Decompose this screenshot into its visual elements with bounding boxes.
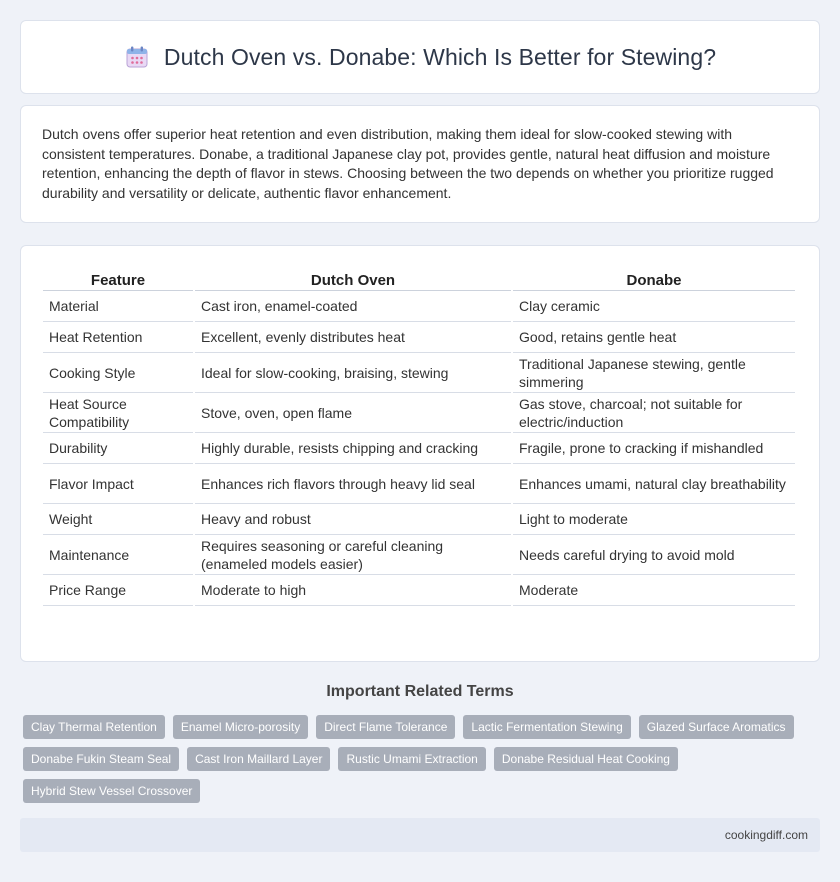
footer	[20, 818, 820, 852]
donabe-cell: Needs careful drying to avoid mold	[513, 535, 795, 575]
dutch-oven-cell: Requires seasoning or careful cleaning (enameled models easier)	[195, 535, 511, 575]
feature-cell: Maintenance	[43, 535, 193, 575]
header-feature: Feature	[43, 266, 193, 291]
table-row	[43, 433, 795, 464]
donabe-cell: Gas stove, charcoal; not suitable for electric/induction	[513, 393, 795, 433]
table-row	[43, 504, 795, 535]
dutch-oven-cell: Moderate to high	[195, 575, 511, 606]
donabe-cell: Moderate	[513, 575, 795, 606]
intro-card	[20, 105, 820, 223]
dutch-oven-cell: Stove, oven, open flame	[195, 393, 511, 433]
donabe-cell: Clay ceramic	[513, 291, 795, 322]
dutch-oven-cell: Highly durable, resists chipping and cracking	[195, 433, 511, 464]
table-row	[43, 464, 795, 504]
term-tag[interactable]: Hybrid Stew Vessel Crossover	[23, 779, 200, 803]
header-dutch-oven: Dutch Oven	[195, 266, 511, 291]
header-donabe: Donabe	[513, 266, 795, 291]
feature-cell: Flavor Impact	[43, 464, 193, 504]
term-tag[interactable]: Enamel Micro-porosity	[173, 715, 308, 739]
term-tag[interactable]: Clay Thermal Retention	[23, 715, 165, 739]
donabe-cell: Good, retains gentle heat	[513, 322, 795, 353]
tag-row	[23, 715, 803, 739]
table-row	[43, 291, 795, 322]
donabe-cell: Fragile, prone to cracking if mishandled	[513, 433, 795, 464]
feature-cell: Durability	[43, 433, 193, 464]
donabe-cell: Light to moderate	[513, 504, 795, 535]
dutch-oven-cell: Heavy and robust	[195, 504, 511, 535]
term-tag[interactable]: Lactic Fermentation Stewing	[463, 715, 630, 739]
dutch-oven-cell: Cast iron, enamel-coated	[195, 291, 511, 322]
donabe-cell: Traditional Japanese stewing, gentle simmering	[513, 353, 795, 393]
table-row	[43, 535, 795, 575]
comparison-table-card	[20, 245, 820, 662]
header-card	[20, 20, 820, 94]
table-row	[43, 393, 795, 433]
feature-cell: Material	[43, 291, 193, 322]
feature-cell: Weight	[43, 504, 193, 535]
tag-row	[23, 747, 803, 771]
table-row	[43, 353, 795, 393]
dutch-oven-cell: Enhances rich flavors through heavy lid seal	[195, 464, 511, 504]
intro-paragraph: Dutch ovens offer superior heat retention and even distribution, making them ideal for slow-cooked stewing with consistent temperatures. Donabe, a traditional Japanese clay pot, provides gentle, natural heat diffusion and moisture retention, enhancing the depth of flavor in stews. Choosing between the two depends on whether you prioritize rugged durability and versatility or delicate, authentic flavor enhancement.	[42, 126, 774, 201]
donabe-cell: Enhances umami, natural clay breathability	[513, 464, 795, 504]
term-tag[interactable]: Glazed Surface Aromatics	[639, 715, 794, 739]
feature-cell: Cooking Style	[43, 353, 193, 393]
feature-cell: Heat Source Compatibility	[43, 393, 193, 433]
term-tag[interactable]: Rustic Umami Extraction	[338, 747, 485, 771]
term-tag[interactable]: Direct Flame Tolerance	[316, 715, 455, 739]
footer-site-link[interactable]: cookingdiff.com	[724, 828, 808, 842]
comparison-table	[41, 266, 797, 606]
dutch-oven-cell: Ideal for slow-cooking, braising, stewing	[195, 353, 511, 393]
term-tag[interactable]: Donabe Fukin Steam Seal	[23, 747, 179, 771]
dutch-oven-cell: Excellent, evenly distributes heat	[195, 322, 511, 353]
tag-row	[23, 779, 803, 803]
feature-cell: Price Range	[43, 575, 193, 606]
feature-cell: Heat Retention	[43, 322, 193, 353]
page-title: Dutch Oven vs. Donabe: Which Is Better for Stewing?	[163, 43, 717, 70]
table-header-row	[43, 266, 795, 291]
table-row	[43, 322, 795, 353]
calendar-icon	[124, 44, 150, 70]
term-tag[interactable]: Cast Iron Maillard Layer	[187, 747, 330, 771]
related-terms-heading: Important Related Terms	[326, 683, 514, 700]
title-wrap	[124, 44, 716, 71]
table-row	[43, 575, 795, 606]
term-tag[interactable]: Donabe Residual Heat Cooking	[494, 747, 678, 771]
related-terms-tags	[23, 715, 803, 811]
